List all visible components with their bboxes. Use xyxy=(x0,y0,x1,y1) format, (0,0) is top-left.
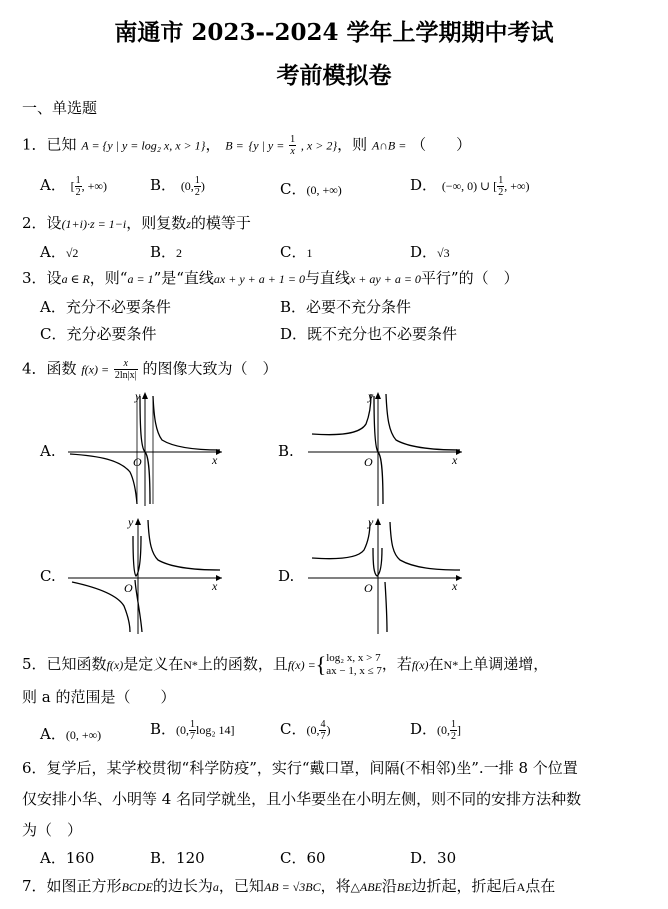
x-label: x xyxy=(452,453,458,467)
curve-right xyxy=(153,396,220,450)
q3-option-b[interactable]: B．必要不充分条件 xyxy=(280,298,412,316)
q1-option-d[interactable]: D． (−∞, 0) ∪ [ $\frac{1}{2}$ , +∞) xyxy=(410,174,530,198)
q2-option-a[interactable]: A．√2 xyxy=(40,243,79,261)
curve-left xyxy=(70,454,137,504)
question-5-line-2: 则 a 的范围是（ ） xyxy=(22,688,176,706)
question-6-line-2: 仅安排小华、小明等 4 名同学就坐，且小华要坐在小明左侧，则不同的安排方法种数 xyxy=(22,790,582,808)
q3-option-a[interactable]: A．充分不必要条件 xyxy=(40,298,171,316)
q2-option-c[interactable]: C．1 xyxy=(280,243,313,261)
section-heading: 一、单选题 xyxy=(22,99,98,117)
q1-option-c[interactable]: C．(0, +∞) xyxy=(280,180,342,198)
q6-option-a[interactable]: A．160 xyxy=(40,849,95,867)
exam-title: 南通市 2023--2024 学年上学期期中考试 xyxy=(114,19,554,46)
origin-label: O xyxy=(364,581,373,595)
q1-text-pre: 已知 xyxy=(46,135,77,154)
q1-set-b-fraction: $\frac{1}{x}$ xyxy=(290,134,296,157)
y-axis-arrow-icon xyxy=(375,518,381,525)
curve-middle-hump xyxy=(133,536,141,576)
q1-text-post: ，则 xyxy=(337,135,368,154)
question-3: 3．设a ∈ R，则“a = 1”是“直线ax + y + a + 1 = 0与直线x + ay + a = 0平行”的（ ） xyxy=(22,269,519,287)
q5-piecewise: log₂ x, x > 7 ax − 1, x ≤ 7 xyxy=(326,652,382,677)
curve-left xyxy=(312,522,370,559)
q4-graph-a xyxy=(60,388,230,508)
q2-option-b[interactable]: B．2 xyxy=(150,243,183,261)
question-7: 7．如图正方形BCDE的边长为a，已知AB = √3BC，将△ABE沿BE边折起，折起后A点在 xyxy=(22,877,556,895)
question-6-line-1: 6．复学后，某学校贯彻“科学防疫”，实行“戴口罩，间隔(不相邻)坐”.一排 8 个位置 xyxy=(22,759,578,777)
q1-number: 1． xyxy=(22,135,47,154)
y-axis-arrow-icon xyxy=(142,392,148,399)
q4-option-c[interactable]: C. xyxy=(40,567,56,585)
q1-set-b-lead: B = xyxy=(225,138,244,153)
y-axis-arrow-icon xyxy=(375,392,381,399)
q5-option-d[interactable]: D．(0, $\frac{1}{2}$ ] xyxy=(410,718,462,742)
q5-option-c[interactable]: C．(0, $\frac{4}{7}$ ) xyxy=(280,718,331,742)
q4-fraction: $\frac{x}{2\ln|x|}$ xyxy=(114,358,137,381)
q1-set-a: A = {y | y = log₂ x, x > 1} xyxy=(81,138,206,153)
q1-set-b-a: {y | y = xyxy=(248,138,285,153)
q1-paren: （ ） xyxy=(411,135,472,154)
q2-option-d[interactable]: D．√3 xyxy=(410,243,450,261)
q2-equation: (1+i)·z = 1−i xyxy=(61,217,127,231)
curve-left xyxy=(72,582,130,632)
y-label: y xyxy=(368,515,374,529)
q6-option-d[interactable]: D．30 xyxy=(410,849,457,867)
q4-graph-c xyxy=(60,514,230,636)
curve-middle-drop xyxy=(385,582,387,632)
origin-label: O xyxy=(124,581,133,595)
origin-label: O xyxy=(133,455,142,469)
curve-left xyxy=(312,394,371,435)
curve-right xyxy=(148,520,220,570)
q5-option-b[interactable]: B．(0, $\frac{1}{7}$ log₂ 14] xyxy=(150,718,235,742)
q4-graph-d xyxy=(300,514,470,636)
x-label: x xyxy=(212,453,218,467)
q6-option-c[interactable]: C．60 xyxy=(280,849,326,867)
question-1 xyxy=(22,134,471,157)
q4-option-a[interactable]: A. xyxy=(40,442,56,460)
curve-right xyxy=(386,394,460,450)
x-label: x xyxy=(212,579,218,593)
q4-option-d[interactable]: D. xyxy=(278,567,295,585)
question-5: 5．已知函数f(x)是定义在N*上的函数，且f(x) ={ log₂ x, x > 7 ax − 1, x ≤ 7 ，若f(x)在N*上单调递增， xyxy=(22,652,549,677)
q1-text-mid: ， xyxy=(205,135,221,154)
y-label: y xyxy=(128,515,134,529)
q1-intersection: A∩B = xyxy=(371,138,407,153)
question-6-line-3: 为（ ） xyxy=(22,821,83,839)
question-2: 2．设(1+i)·z = 1−i，则复数z的模等于 xyxy=(22,214,251,232)
q1-option-b[interactable]: B． (0, $\frac{1}{2}$ ) xyxy=(150,174,205,198)
q4-option-b[interactable]: B. xyxy=(278,442,294,460)
q1-set-b-b: , x > 2} xyxy=(300,138,338,153)
q1-option-a[interactable]: A． [ $\frac{1}{2}$ , +∞) xyxy=(40,174,107,198)
x-label: x xyxy=(452,579,458,593)
q5-option-a[interactable]: A．(0, +∞) xyxy=(40,725,102,743)
exam-subtitle: 考前模拟卷 xyxy=(276,62,392,89)
y-axis-arrow-icon xyxy=(135,518,141,525)
y-label: y xyxy=(368,389,374,403)
q3-option-c[interactable]: C．充分必要条件 xyxy=(40,325,157,343)
origin-label: O xyxy=(364,455,373,469)
curve-right xyxy=(390,522,460,570)
y-label: y xyxy=(135,389,141,403)
question-4: 4．函数 f(x) = $\frac{x}{2\ln|x|}$ 的图像大致为（ ） xyxy=(22,358,278,381)
q6-option-b[interactable]: B．120 xyxy=(150,849,205,867)
q3-option-d[interactable]: D．既不充分也不必要条件 xyxy=(280,325,458,343)
q4-graph-b xyxy=(300,388,470,508)
